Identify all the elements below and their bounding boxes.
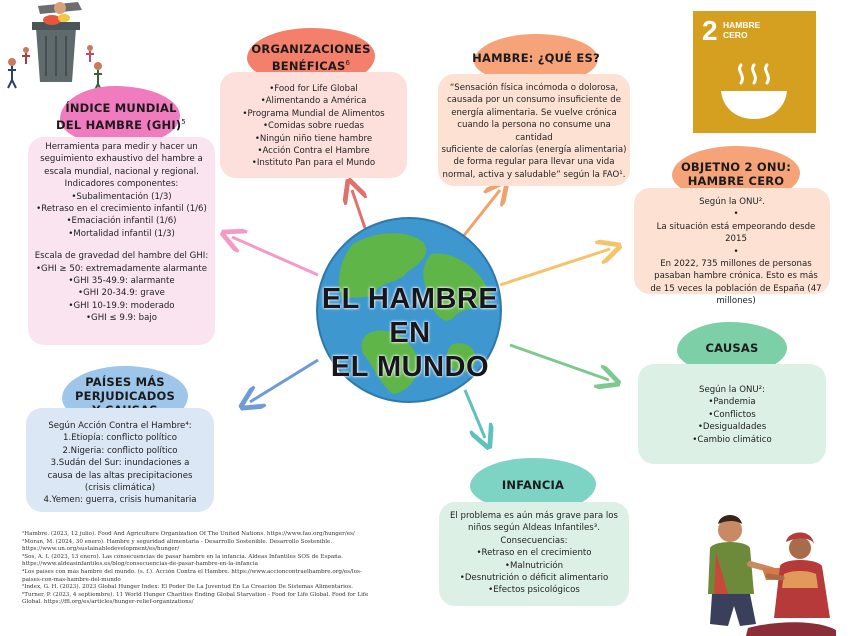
hambre-text-line: de forma regular para llevar una vida [453, 157, 615, 168]
objetivo-intro: Según la ONU². [699, 197, 765, 207]
paises-title-line-1: PAÍSES MÁS [85, 375, 165, 389]
sdg-label-line-1: HAMBRE [723, 20, 761, 30]
objetivo-card [634, 188, 830, 307]
list-item: • La situación está empeorando desde 2015 [634, 208, 830, 245]
paises-intro: Según Acción Contra el Hambre⁴: [48, 421, 192, 431]
reference-line: https://www.un.org/sustainabledevelopment/es/hunger/ [22, 546, 180, 553]
objetivo-item-line: En 2022, 735 millones de personas [660, 259, 812, 270]
causas-intro: Según la ONU²: [698, 385, 766, 395]
arrow-to-objetivo [500, 249, 610, 285]
paises-item: Yemen: guerra, crisis humanitaria [51, 495, 197, 506]
center-title [303, 282, 517, 384]
hambre-text-line: energía alimentaria. Se vuelve crónica [451, 107, 617, 118]
objetivo-item-line: La situación está empeorando desde [656, 221, 816, 232]
ghi-title-line-2-text: DEL HAMBRE (GHI) [56, 117, 182, 132]
causas-list [638, 396, 826, 446]
paises-item: causa de las altas precipitaciones [47, 470, 193, 481]
list-item: •Programa Mundial de Alimentos [242, 108, 385, 119]
hambre-text-line: “Sensación física incómoda o dolorosa, [449, 83, 619, 93]
objetivo-item-line: 2015 [725, 234, 747, 245]
food-bowl-icon [719, 61, 789, 125]
people-sharing-food-illustration-icon [688, 508, 838, 636]
list-item [26, 470, 214, 482]
reference-line: ⁶Turner, P. (2023, 4 septiembre). 11 World Hunger Charities Ending Global Starvation - Food for Life Global. Food for Life [22, 591, 369, 598]
ghi-scale-item: GHI ≤ 9.9: bajo [91, 313, 158, 324]
paises-item: (crisis climática) [84, 483, 156, 494]
list-item: •Cambio climático [692, 434, 772, 445]
causa-item: Pandemia [713, 397, 756, 408]
orgs-list [220, 83, 407, 170]
infancia-card [439, 502, 629, 606]
list-item: • En 2022, 735 millones de personas pasaban hambre crónica. Esto es más de 15 veces la población de España (47 millones) [634, 246, 830, 308]
ghi-component: Retraso en el crecimiento infantil (1/6) [41, 204, 207, 215]
objetivo-item-line: millones) [716, 296, 756, 307]
arrow-to-causas [510, 345, 609, 380]
reference-line: ¹Hambre. (2023, 12 julio). Food And Agriculture Organization Of The United Nations. https://www.fao.org/hunger/es/ [22, 531, 355, 537]
infancia-intro-line: El problema es aún más grave para los [449, 511, 619, 521]
org-item: Instituto Pan para el Mundo [256, 158, 376, 169]
causa-item: Cambio climático [697, 434, 772, 445]
infancia-item: Malnutrición [510, 560, 564, 571]
ghi-title [52, 96, 190, 136]
org-item: Food for Life Global [274, 84, 358, 94]
trash-can-illustration-icon [0, 0, 110, 100]
list-item: •Desigualdades [697, 422, 767, 433]
list-item: •Mortalidad infantil (1/3) [68, 228, 175, 239]
list-item: •Pandemia [708, 397, 756, 408]
paises-item-number: 2. [62, 445, 71, 456]
objetivo-title-line-2: HAMBRE CERO [687, 174, 785, 188]
orgs-title-line-2-text: BENÉFICAS [271, 58, 346, 73]
list-item [26, 482, 214, 494]
list-item: •Subalimentación (1/3) [71, 191, 172, 202]
orgs-card [220, 72, 407, 178]
reference-line: ³Sos, A. I. (2023, 13 enero). Las consecuencias de pasar hambre en la infancia. Aldeas Infantiles SOS de España. [22, 553, 343, 560]
paises-item: Etiopía: conflicto político [71, 433, 177, 444]
ghi-intro [28, 141, 215, 191]
sdg-label [723, 20, 760, 40]
objetivo-item-line: pasaban hambre crónica. Esto es más [654, 271, 818, 282]
list-item [26, 457, 214, 469]
list-item: •Alimentando a América [260, 96, 367, 107]
list-item: •Emaciación infantil (1/6) [66, 216, 177, 227]
list-item: •Retraso en el crecimiento [476, 548, 592, 559]
paises-item-number: 4. [43, 495, 52, 506]
ghi-title-line-1: ÍNDICE MUNDIAL [65, 100, 177, 115]
list-item: •Malnutrición [504, 560, 564, 571]
causa-item: Desigualdades [702, 422, 767, 433]
list-item [26, 445, 214, 457]
paises-item: Nigeria: conflicto político [70, 445, 178, 456]
objetivo-list [634, 208, 830, 307]
infancia-intro-line: niños según Aldeas Infantiles³. [468, 523, 600, 534]
ghi-scale-item: GHI ≥ 50: extremadamente alarmante [41, 263, 208, 274]
list-item: •Instituto Pan para el Mundo [251, 158, 376, 169]
paises-list [26, 432, 214, 506]
infancia-item: Desnutrición o déficit alimentario [464, 573, 609, 584]
list-item: •GHI 20-34.9: grave [78, 288, 165, 299]
infancia-list [439, 547, 629, 597]
infancia-title: INFANCIA [501, 478, 565, 492]
reference-line: paises-con-mas-hambre-del-mundo [22, 576, 121, 583]
objetivo-title-line-1: OBJETNO 2 ONU: [680, 160, 792, 174]
hambre-text-line: causada por un consumo insuficiente de [446, 95, 622, 106]
reference-line: ²Moran, M. (2024, 30 enero). Hambre y seguridad alimentaria - Desarrollo Sostenible. Desarrollo Sostenible. [22, 538, 333, 545]
list-item: •Conflictos [708, 409, 756, 420]
center-title-line-1: EL HAMBRE EN [321, 283, 499, 349]
list-item: •GHI ≥ 50: extremadamente alarmante [35, 263, 208, 274]
list-item: •Comidas sobre ruedas [262, 121, 365, 132]
org-item: Comidas sobre ruedas [268, 121, 365, 132]
causas-title: CAUSAS [705, 341, 759, 355]
reference-line: ⁵Index, G. H. (2023). 2023 Global Hunger Index: El Poder De La Juventud En La Creación De Sistemas Alimentarios. [22, 584, 353, 591]
objetivo-item-line: de 15 veces la población de España (47 [650, 283, 822, 294]
ghi-component: Subalimentación (1/3) [76, 191, 172, 202]
reference-line: Global. https://ffl.org/es/articles/hunger-relief-organizations/ [22, 599, 194, 606]
sdg-2-badge [693, 11, 816, 133]
orgs-title-line-2 [272, 56, 350, 73]
org-item: Programa Mundial de Alimentos [247, 108, 385, 119]
list-item: •Food for Life Global [269, 84, 358, 94]
list-item [26, 494, 214, 506]
ghi-intro-line: seguimiento exhaustivo del hambre a [40, 154, 203, 165]
center-title-line-2: EL MUNDO [330, 351, 490, 383]
orgs-title-sup: 6 [345, 58, 351, 67]
paises-item-number: 1. [63, 433, 72, 444]
paises-item: Sudán del Sur: inundaciones a [58, 458, 190, 469]
infancia-item: Retraso en el crecimiento [481, 548, 592, 559]
list-item: •Acción Contra el Hambre [257, 146, 370, 157]
arrow-to-ghi [232, 237, 318, 275]
orgs-title-line-1: ORGANIZACIONES [251, 41, 371, 56]
ghi-intro-line: Herramienta para medir y hacer un [45, 142, 198, 152]
sdg-label-line-2: CERO [723, 30, 748, 40]
ghi-card [28, 137, 215, 345]
ghi-scale-item: GHI 35-49.9: alarmante [73, 276, 175, 287]
hambre-text-line: cuando la persona no consume una cantidad [457, 120, 611, 143]
ghi-scale-title: Escala de gravedad del hambre del GHI: [34, 251, 209, 262]
hambre-text-line: suficiente de calorías (energía alimentaria) [441, 145, 627, 156]
ghi-intro-line: escala mundial, nacional y regional. [44, 166, 199, 177]
ghi-intro-line: Indicadores componentes: [64, 179, 179, 190]
org-item: Acción Contra el Hambre [262, 146, 370, 157]
references [22, 531, 432, 607]
ghi-scale-item: GHI 20-34.9: grave [83, 288, 165, 299]
list-item [26, 432, 214, 444]
paises-title-line-2: PERJUDICADOS [75, 389, 175, 403]
list-item: •Ningún niño tiene hambre [254, 133, 373, 144]
org-item: Ningún niño tiene hambre [259, 133, 373, 144]
list-item: •Efectos psicológicos [488, 585, 580, 596]
hambre-text-line: normal, activa y saludable” según la FAO¹. [442, 169, 626, 180]
hambre-title: HAMBRE: ¿QUÉ ES? [472, 51, 600, 65]
ghi-component: Mortalidad infantil (1/3) [73, 228, 175, 239]
list-item: •GHI 35-49.9: alarmante [68, 276, 175, 287]
list-item: •GHI ≤ 9.9: bajo [85, 313, 158, 324]
infancia-item: Efectos psicológicos [493, 585, 580, 596]
paises-card [26, 408, 214, 512]
reference-line: ⁴Los países con más hambre del mundo. (s. f.). Acción Contra el Hambre. https://www.accioncontraelhambre.org/es/los- [22, 568, 362, 575]
ghi-components-list [28, 191, 215, 241]
hambre-card [438, 74, 630, 186]
reference-line: https://www.aldeasinfantiles.es/blog/consecuencias-de-pasar-hambre-en-la-infancia [22, 561, 258, 568]
sdg-number: 2 [702, 15, 718, 46]
ghi-title-sup: 5 [181, 117, 186, 126]
causas-card [638, 364, 826, 464]
ghi-component: Emaciación infantil (1/6) [71, 216, 177, 227]
infancia-intro-line: Consecuencias: [500, 535, 568, 546]
list-item: •Desnutrición o déficit alimentario [459, 573, 609, 584]
ghi-scale-list [28, 263, 215, 325]
list-item: •Retraso en el crecimiento infantil (1/6) [36, 204, 207, 215]
list-item: •GHI 10-19.9: moderado [68, 300, 175, 311]
paises-item-number: 3. [50, 458, 59, 469]
org-item: Alimentando a América [265, 96, 367, 107]
causa-item: Conflictos [713, 409, 756, 420]
ghi-title-line-2 [56, 115, 186, 132]
ghi-scale-item: GHI 10-19.9: moderado [73, 300, 175, 311]
